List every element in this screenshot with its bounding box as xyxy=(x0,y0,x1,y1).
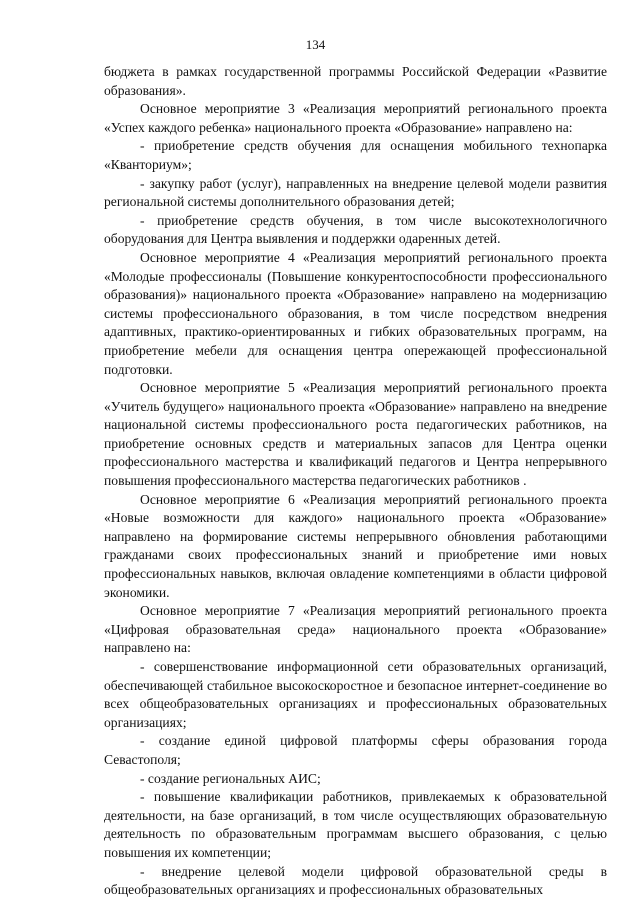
list-item-digital-platform: - создание единой цифровой платформы сферы образования города Севастополя; xyxy=(104,733,607,767)
paragraph-budget-end: бюджета в рамках государственной программы Российской Федерации «Развитие образования». xyxy=(104,64,607,98)
list-item-network: - совершенствование информационной сети образовательных организаций, обеспечивающей стабильное высокоскоростное и безопасное интернет-соединение во всех общеобразовательных организациях и профессиональных образовательных организациях; xyxy=(104,659,607,730)
paragraph-measure-3-intro: Основное мероприятие 3 «Реализация мероприятий регионального проекта «Успех каждого ребенка» национального проекта «Образование» направлено на: xyxy=(104,101,607,135)
list-item-gifted-children-center: - приобретение средств обучения, в том числе высокотехнологичного оборудования для Центра выявления и поддержки одаренных детей. xyxy=(104,212,607,247)
list-item-qualification: - повышение квалификации работников, привлекаемых к образовательной деятельности, на базе организаций, в том числе осуществляющих образовательную деятельность по образовательным программам высшего образования, с целью повышения их компетенции; xyxy=(104,789,607,860)
list-item-target-model: - закупку работ (услуг), направленных на внедрение целевой модели развития региональной системы дополнительного образования детей; xyxy=(104,175,607,210)
paragraph-measure-4: Основное мероприятие 4 «Реализация мероприятий регионального проекта «Молодые профессионалы (Повышение конкурентоспособности профессионального образования)» национального проекта «Образование» направлено на модернизацию системы профессионального образования, в том числе посредством внедрения адаптивных, практико-ориентированных и гибких образовательных программ, на приобретение мебели для оснащения центра опережающей профессиональной подготовки. xyxy=(104,249,607,377)
paragraph-measure-7-intro: Основное мероприятие 7 «Реализация мероприятий регионального проекта «Цифровая образовательная среда» национального проекта «Образование» направлено на: xyxy=(104,603,607,656)
paragraph-measure-6: Основное мероприятие 6 «Реализация мероприятий регионального проекта «Новые возможности для каждого» национального проекта «Образование» направлено на формирование системы непрерывного обновления работающими гражданами своих профессиональных знаний и приобретение ими новых профессиональных навыков, включая овладение компетенциями в области цифровой экономики. xyxy=(104,491,607,600)
paragraph-measure-5: Основное мероприятие 5 «Реализация мероприятий регионального проекта «Учитель будущего» национального проекта «Образование» направлено на внедрение национальной системы профессионального роста педагогических работников, на приобретение основных средств и материальных запасов для Центра оценки профессионального мастерства и квалификаций педагогов и Центра непрерывного повышения профессионального мастерства педагогических работников . xyxy=(104,380,607,489)
list-item-kvantorium: - приобретение средств обучения для оснащения мобильного технопарка «Кванториум»; xyxy=(104,138,607,172)
document-body xyxy=(104,63,607,900)
page-number: 134 xyxy=(305,37,326,52)
list-item-regional-ais: - создание региональных АИС; xyxy=(140,770,321,786)
list-item-digital-environment: - внедрение целевой модели цифровой образовательной среды в общеобразовательных организациях и профессиональных образовательных xyxy=(104,863,607,898)
